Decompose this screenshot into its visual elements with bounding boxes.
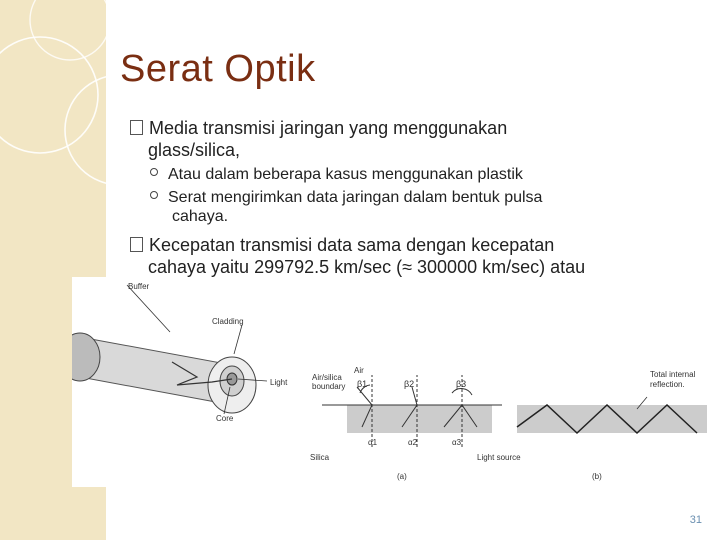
- label-tir-2: reflection.: [650, 380, 685, 389]
- label-light: Light: [270, 378, 288, 387]
- square-bullet-icon: [130, 120, 143, 135]
- circle-bullet-icon: [150, 191, 158, 199]
- bullet-2: [130, 235, 554, 256]
- label-cladding: Cladding: [212, 317, 244, 326]
- circle-bullet-icon: [150, 168, 158, 176]
- bullet-1-text: Media transmisi jaringan yang menggunakan: [149, 118, 508, 138]
- page-number: 31: [689, 514, 702, 526]
- sub-bullet-2-continuation: cahaya.: [172, 208, 229, 225]
- slide-title: Serat Optik: [120, 48, 316, 90]
- label-core: Core: [216, 414, 234, 423]
- square-bullet-icon: [130, 237, 143, 252]
- label-beta2: β2: [404, 379, 415, 389]
- label-boundary-2: boundary: [312, 382, 346, 391]
- label-boundary-1: Air/silica: [312, 373, 342, 382]
- label-beta3: β3: [456, 379, 467, 389]
- bullet-1-continuation: glass/silica,: [148, 140, 241, 160]
- fiber-optic-figure: [72, 277, 712, 487]
- caption-a: (a): [397, 472, 407, 481]
- label-alpha1: α1: [368, 438, 378, 447]
- bullet-2-continuation: cahaya yaitu 299792.5 km/sec (≈ 300000 km/sec) atau: [148, 257, 586, 277]
- sub-bullet-2: [150, 189, 542, 207]
- bullet-2-text: Kecepatan transmisi data sama dengan kecepatan: [149, 235, 555, 255]
- caption-b: (b): [592, 472, 602, 481]
- sub-bullet-1-text: Atau dalam beberapa kasus menggunakan plastik: [168, 166, 523, 183]
- bullet-1: [130, 118, 507, 139]
- label-buffer: Buffer: [128, 282, 150, 291]
- sub-bullet-2-text: Serat mengirimkan data jaringan dalam bentuk pulsa: [168, 189, 543, 206]
- label-silica: Silica: [310, 453, 330, 462]
- label-light-source: Light source: [477, 453, 521, 462]
- sub-bullet-1: [150, 166, 523, 184]
- label-alpha2: α2: [408, 438, 418, 447]
- label-alpha3: α3: [452, 438, 462, 447]
- label-beta1: β1: [357, 379, 368, 389]
- label-tir-1: Total internal: [650, 370, 696, 379]
- label-air-top: Air: [354, 366, 364, 375]
